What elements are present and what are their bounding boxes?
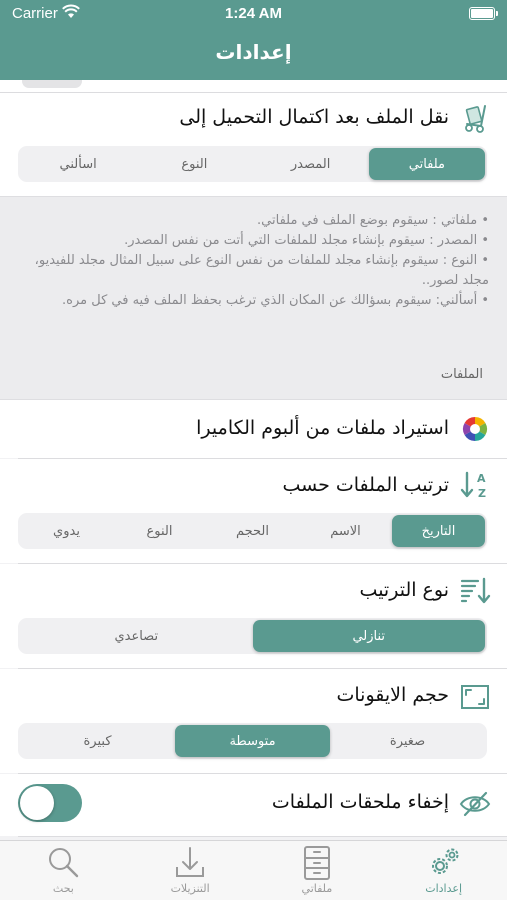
gears-icon [426,845,462,881]
move-options-description [0,196,507,400]
segment-option-size[interactable]: الحجم [236,523,270,539]
tab-label: إعدادات [425,882,462,895]
segment-option-myfiles[interactable]: ملفاتي [369,148,485,180]
nav-bar [0,28,507,80]
sort-by-segment[interactable] [18,513,487,549]
section-header-files: الملفات [440,367,483,382]
download-icon [172,845,208,881]
move-after-download-title: نقل الملف بعد اكتمال التحميل إلى [179,106,449,128]
segment-option-source[interactable]: المصدر [290,156,331,172]
row-divider [18,836,507,837]
hide-extensions-toggle[interactable] [18,784,82,822]
hand-truck-icon [459,102,491,134]
sort-az-icon [459,469,491,501]
tab-myfiles[interactable] [254,841,381,900]
segment-option-name[interactable]: الاسم [330,523,361,539]
import-camera-title: استيراد ملفات من ألبوم الكاميرا [196,417,449,439]
tab-search[interactable] [0,841,127,900]
segment-option-ask[interactable]: اسألني [59,156,97,172]
segment-option-medium[interactable]: متوسطة [175,725,330,757]
tab-label: التنزيلات [170,882,210,895]
segment-option-large[interactable]: كبيرة [83,733,112,749]
sort-order-cell [0,564,507,668]
resize-icon [459,681,491,713]
move-destination-segment[interactable] [18,146,487,182]
tab-bar [0,840,507,900]
page-title: إعدادات [215,40,292,64]
battery-icon [469,7,495,20]
tab-label: ملفاتي [301,882,333,895]
search-icon [45,845,81,881]
tab-downloads[interactable] [127,841,254,900]
segment-option-small[interactable]: صغيرة [389,733,426,749]
eye-slash-icon [459,788,491,820]
description-text [14,211,489,311]
import-camera-cell[interactable] [0,400,507,458]
tab-settings[interactable] [380,841,507,900]
status-bar [0,0,507,28]
settings-scroll[interactable] [0,80,507,840]
segment-option-manual[interactable]: يدوي [53,523,80,539]
segment-option-type[interactable]: النوع [146,523,173,539]
svg-text:Z: Z [478,487,486,500]
hide-extensions-title: إخفاء ملحقات الملفات [271,791,449,813]
photos-icon [459,413,491,445]
clock: 1:24 AM [225,5,282,22]
description-line: • أسألني: سيقوم بسؤالك عن المكان الذي ترغب بحفظ الملف فيه في كل مره. [62,293,489,308]
sort-order-segment[interactable] [18,618,487,654]
sort-by-cell [0,459,507,563]
cabinet-icon [299,845,335,881]
svg-text:A: A [477,472,486,485]
segment-option-ascending[interactable]: تصاعدي [114,628,159,644]
sort-descending-icon [459,574,491,606]
hide-extensions-cell [0,774,507,836]
icon-size-cell [0,669,507,773]
segment-option-date[interactable]: التاريخ [392,515,485,547]
toggle-knob [20,786,54,820]
description-line: • ملفاتي : سيقوم بوضع الملف في ملفاتي. [257,213,489,228]
segment-option-type[interactable]: النوع [181,156,208,172]
icon-size-title: حجم الايقونات [336,684,449,706]
move-after-download-cell [0,80,507,196]
segment-option-descending[interactable]: تنازلي [253,620,486,652]
description-line: • النوع : سيقوم بإنشاء مجلد للملفات من نفس النوع على سبيل المثال مجلد للفيديو، مجلد لصور.. [34,253,489,288]
description-line: • المصدر : سيقوم بإنشاء مجلد للملفات التي أتت من نفس المصدر. [124,233,489,248]
carrier-label: Carrier [12,5,58,22]
tab-label: بحث [52,882,74,895]
icon-size-segment[interactable] [18,723,487,759]
sort-by-title: ترتيب الملفات حسب [282,474,449,496]
sort-order-title: نوع الترتيب [359,579,449,601]
